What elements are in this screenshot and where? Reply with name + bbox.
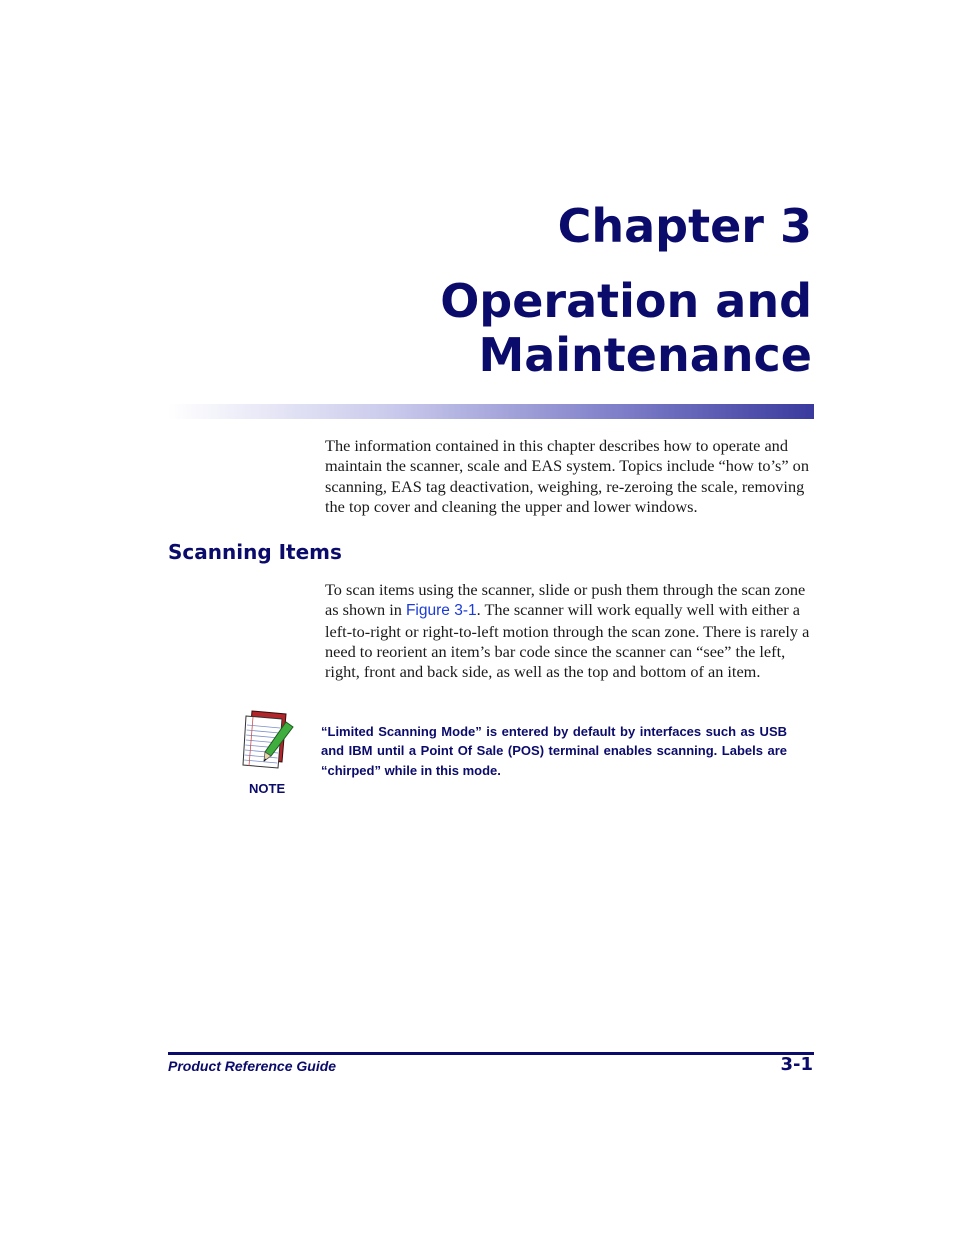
chapter-heading-block [440,196,812,382]
figure-3-1-link[interactable]: Figure 3-1 [405,602,477,620]
scanning-paragraph [325,580,815,682]
notepad-pen-icon [242,708,296,770]
intro-paragraph: The information contained in this chapter describes how to operate and maintain the scanner, scale and EAS system. Topics include “how to’s” on scanning, EAS tag deactivation, weighing, re-zeroing the scale, removing the top cover and cleaning the upper and lower windows. [325,436,809,516]
scanning-text-after-link: . The scanner will work equally well with either a left-to-right or right-to-left motion through the scan zone. There is rarely a need to reorient an item’s bar code since the scanner can “see” the left, right, front and back side, as well as the top and bottom of an item. [325,600,810,682]
footer-guide-title: Product Reference Guide [168,1058,337,1074]
footer-rule [168,1052,814,1055]
note-text: “Limited Scanning Mode” is entered by default by interfaces such as USB and IBM until a Point Of Sale (POS) terminal enables scanning. Labels are “chirped” while in this mode. [321,724,787,778]
chapter-number: Chapter 3 [557,199,812,253]
note-label: NOTE [249,781,286,796]
chapter-gradient-divider [168,404,814,419]
chapter-title-line-1: Operation and [440,274,812,328]
section-heading-scanning-items: Scanning Items [168,540,342,564]
scanning-text-before-link: To scan items using the scanner, slide or push them through the scan zone as shown in [325,580,806,620]
chapter-title-line-2: Maintenance [478,328,812,382]
footer-page-number: 3-1 [780,1054,813,1075]
chapter-title [440,274,812,382]
